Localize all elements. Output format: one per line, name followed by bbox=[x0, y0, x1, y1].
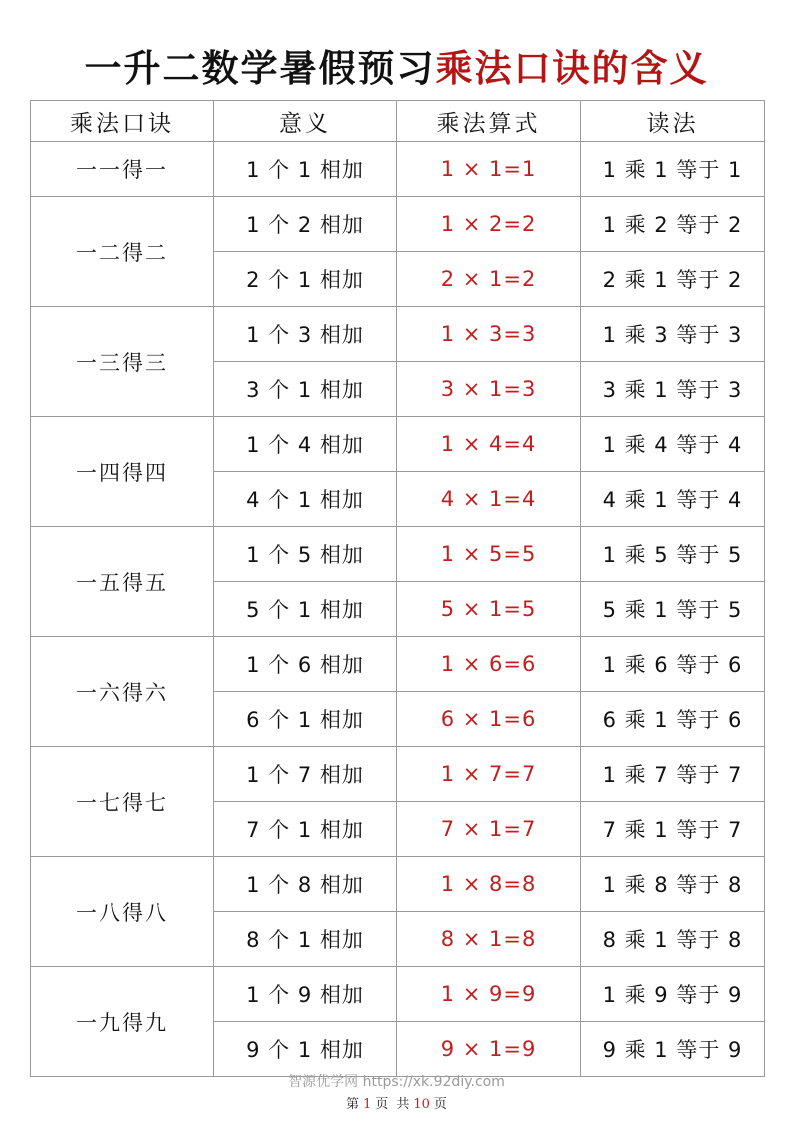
equation-cell: 8 × 1=8 bbox=[397, 912, 581, 967]
meaning-cell: 8 个 1 相加 bbox=[214, 912, 397, 967]
reading-cell: 6 乘 1 等于 6 bbox=[581, 692, 765, 747]
header-rhyme: 乘法口诀 bbox=[31, 101, 214, 142]
equation-cell: 1 × 1=1 bbox=[397, 142, 581, 197]
meaning-cell: 7 个 1 相加 bbox=[214, 802, 397, 857]
meaning-cell: 5 个 1 相加 bbox=[214, 582, 397, 637]
meaning-cell: 1 个 8 相加 bbox=[214, 857, 397, 912]
rhyme-cell: 一九得九 bbox=[31, 967, 214, 1077]
multiplication-table bbox=[30, 100, 765, 1077]
header-equation: 乘法算式 bbox=[397, 101, 581, 142]
reading-cell: 7 乘 1 等于 7 bbox=[581, 802, 765, 857]
rhyme-cell: 一六得六 bbox=[31, 637, 214, 747]
meaning-cell: 1 个 3 相加 bbox=[214, 307, 397, 362]
rhyme-cell: 一二得二 bbox=[31, 197, 214, 307]
reading-cell: 1 乘 8 等于 8 bbox=[581, 857, 765, 912]
footer-page-number: 1 bbox=[363, 1097, 372, 1112]
reading-cell: 1 乘 9 等于 9 bbox=[581, 967, 765, 1022]
header-meaning: 意义 bbox=[214, 101, 397, 142]
table-row bbox=[31, 857, 765, 912]
equation-cell: 1 × 3=3 bbox=[397, 307, 581, 362]
rhyme-cell: 一一得一 bbox=[31, 142, 214, 197]
equation-cell: 1 × 5=5 bbox=[397, 527, 581, 582]
watermark: 智源优学网 https://xk.92diy.com bbox=[288, 1074, 505, 1090]
equation-cell: 6 × 1=6 bbox=[397, 692, 581, 747]
meaning-cell: 1 个 2 相加 bbox=[214, 197, 397, 252]
equation-cell: 7 × 1=7 bbox=[397, 802, 581, 857]
equation-cell: 4 × 1=4 bbox=[397, 472, 581, 527]
reading-cell: 5 乘 1 等于 5 bbox=[581, 582, 765, 637]
equation-cell: 5 × 1=5 bbox=[397, 582, 581, 637]
meaning-cell: 1 个 4 相加 bbox=[214, 417, 397, 472]
reading-cell: 3 乘 1 等于 3 bbox=[581, 362, 765, 417]
table-row bbox=[31, 637, 765, 692]
page-footer bbox=[0, 1093, 793, 1112]
table-body bbox=[31, 142, 765, 1077]
equation-cell: 1 × 7=7 bbox=[397, 747, 581, 802]
rhyme-cell: 一七得七 bbox=[31, 747, 214, 857]
meaning-cell: 6 个 1 相加 bbox=[214, 692, 397, 747]
reading-cell: 8 乘 1 等于 8 bbox=[581, 912, 765, 967]
reading-cell: 1 乘 4 等于 4 bbox=[581, 417, 765, 472]
table-row bbox=[31, 142, 765, 197]
table-row bbox=[31, 967, 765, 1022]
table-header-row bbox=[31, 101, 765, 142]
reading-cell: 4 乘 1 等于 4 bbox=[581, 472, 765, 527]
reading-cell: 1 乘 3 等于 3 bbox=[581, 307, 765, 362]
footer-total-prefix: 共 bbox=[396, 1097, 410, 1112]
meaning-cell: 1 个 9 相加 bbox=[214, 967, 397, 1022]
table-row bbox=[31, 417, 765, 472]
meaning-cell: 2 个 1 相加 bbox=[214, 252, 397, 307]
equation-cell: 1 × 6=6 bbox=[397, 637, 581, 692]
meaning-cell: 4 个 1 相加 bbox=[214, 472, 397, 527]
equation-cell: 1 × 4=4 bbox=[397, 417, 581, 472]
table-row bbox=[31, 527, 765, 582]
meaning-cell: 9 个 1 相加 bbox=[214, 1022, 397, 1077]
page-title-highlight: 乘法口诀的含义 bbox=[435, 46, 709, 90]
equation-cell: 1 × 2=2 bbox=[397, 197, 581, 252]
table-row bbox=[31, 307, 765, 362]
meaning-cell: 1 个 5 相加 bbox=[214, 527, 397, 582]
equation-cell: 9 × 1=9 bbox=[397, 1022, 581, 1077]
footer-page-prefix: 第 bbox=[346, 1097, 360, 1112]
equation-cell: 1 × 8=8 bbox=[397, 857, 581, 912]
reading-cell: 1 乘 1 等于 1 bbox=[581, 142, 765, 197]
equation-cell: 1 × 9=9 bbox=[397, 967, 581, 1022]
reading-cell: 2 乘 1 等于 2 bbox=[581, 252, 765, 307]
meaning-cell: 1 个 7 相加 bbox=[214, 747, 397, 802]
reading-cell: 1 乘 5 等于 5 bbox=[581, 527, 765, 582]
rhyme-cell: 一八得八 bbox=[31, 857, 214, 967]
reading-cell: 1 乘 7 等于 7 bbox=[581, 747, 765, 802]
footer-total-suffix: 页 bbox=[433, 1097, 447, 1112]
reading-cell: 1 乘 6 等于 6 bbox=[581, 637, 765, 692]
footer-total: 10 bbox=[413, 1097, 430, 1112]
header-reading: 读法 bbox=[581, 101, 765, 142]
page-title bbox=[0, 38, 793, 98]
table-row bbox=[31, 197, 765, 252]
meaning-cell: 3 个 1 相加 bbox=[214, 362, 397, 417]
rhyme-cell: 一四得四 bbox=[31, 417, 214, 527]
meaning-cell: 1 个 1 相加 bbox=[214, 142, 397, 197]
rhyme-cell: 一五得五 bbox=[31, 527, 214, 637]
footer-page-mid: 页 bbox=[375, 1097, 389, 1112]
reading-cell: 1 乘 2 等于 2 bbox=[581, 197, 765, 252]
table-row bbox=[31, 747, 765, 802]
reading-cell: 9 乘 1 等于 9 bbox=[581, 1022, 765, 1077]
equation-cell: 2 × 1=2 bbox=[397, 252, 581, 307]
rhyme-cell: 一三得三 bbox=[31, 307, 214, 417]
page-title-main: 一升二数学暑假预习 bbox=[84, 46, 436, 90]
equation-cell: 3 × 1=3 bbox=[397, 362, 581, 417]
meaning-cell: 1 个 6 相加 bbox=[214, 637, 397, 692]
